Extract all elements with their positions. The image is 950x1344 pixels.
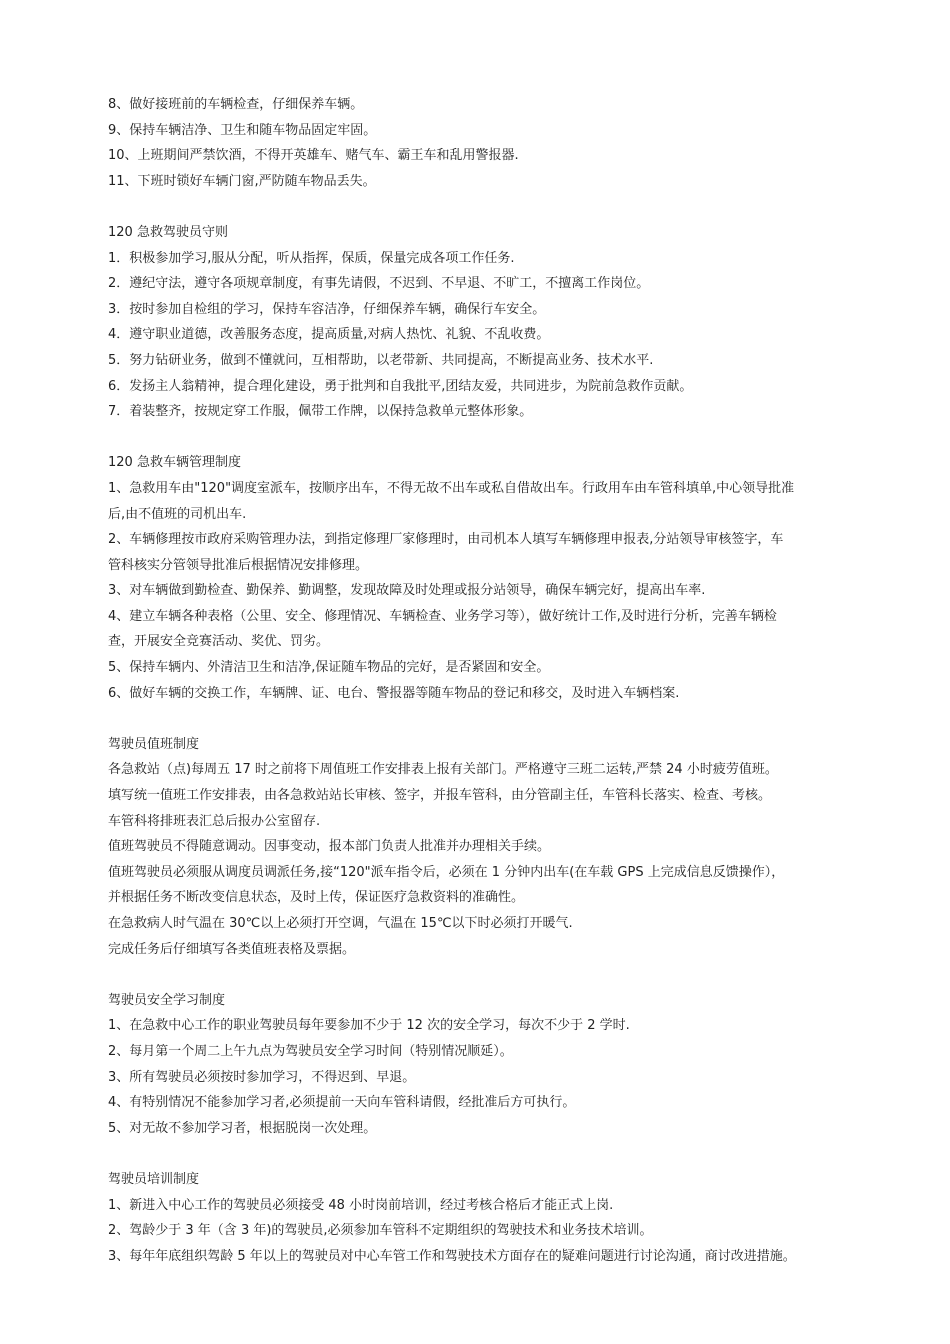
section: [108, 92, 860, 194]
text-line: 各急救站（点)每周五 17 时之前将下周值班工作安排表上报有关部门。严格遵守三班二运转,严禁 24 小时疲劳值班。: [108, 762, 778, 778]
text-line: 2、每月第一个周二上午九点为驾驶员安全学习时间（特别情况顺延）。: [108, 1043, 513, 1059]
text-line: 3、所有驾驶员必须按时参加学习，不得迟到、早退。: [108, 1069, 416, 1085]
section-title: 驾驶员培训制度: [108, 1171, 200, 1187]
text-line: 11、下班时锁好车辆门窗,严防随车物品丢失。: [108, 173, 376, 189]
text-line: 5．努力钻研业务，做到不懂就问，互相帮助，以老带新、共同提高，不断提高业务、技术水平.: [108, 352, 654, 368]
text-line: 1、新进入中心工作的驾驶员必须接受 48 小时岗前培训，经过考核合格后才能正式上岗.: [108, 1197, 614, 1213]
text-line: 10、上班期间严禁饮酒，不得开英雄车、赌气车、霸王车和乱用警报器.: [108, 148, 519, 164]
section: [108, 988, 860, 1142]
section-title: 120 急救车辆管理制度: [108, 455, 241, 471]
text-line: 5、保持车辆内、外清洁卫生和洁净,保证随车物品的完好，是否紧固和安全。: [108, 660, 550, 676]
text-line: 8、做好接班前的车辆检查，仔细保养车辆。: [108, 97, 364, 112]
section-title: 驾驶员安全学习制度: [108, 992, 226, 1008]
section: [108, 450, 860, 706]
text-line: 4、建立车辆各种表格（公里、安全、修理情况、车辆检查、业务学习等），做好统计工作,及时进行分析，完善车辆检: [108, 608, 777, 624]
text-line: 6、做好车辆的交换工作，车辆牌、证、电台、警报器等随车物品的登记和移交，及时进入车辆档案.: [108, 685, 680, 701]
text-line: 9、保持车辆洁净、卫生和随车物品固定牢固。: [108, 122, 377, 138]
text-line: 4、有特别情况不能参加学习者,必须提前一天向车管科请假，经批准后方可执行。: [108, 1095, 576, 1111]
text-line: 3、每年年底组织驾龄 5 年以上的驾驶员对中心车管工作和驾驶技术方面存在的疑难问题进行讨论沟通，商讨改进措施。: [108, 1248, 796, 1264]
text-line: 5、对无故不参加学习者，根据脱岗一次处理。: [108, 1120, 377, 1136]
section: [108, 1167, 860, 1269]
document-page: [108, 92, 860, 1269]
text-line: 3、对车辆做到勤检查、勤保养、勤调整，发现故障及时处理或报分站领导，确保车辆完好，提高出车率.: [108, 583, 706, 599]
text-line: 管科核实分管领导批准后根据情况安排修理。: [108, 557, 369, 573]
text-line: 查，开展安全竞赛活动、奖优、罚劣。: [108, 634, 330, 650]
text-line: 2、驾龄少于 3 年（含 3 年)的驾驶员,必须参加车管科不定期组织的驾驶技术和业务技术培训。: [108, 1223, 653, 1239]
text-line: 3．按时参加自检组的学习，保持车容洁净，仔细保养车辆，确保行车安全。: [108, 301, 546, 317]
text-line: 6．发扬主人翁精神，提合理化建设，勇于批判和自我批平,团结友爱，共同进步，为院前急救作贡献。: [108, 378, 693, 394]
text-line: 1．积极参加学习,服从分配，听从指挥，保质，保量完成各项工作任务.: [108, 250, 515, 266]
section: [108, 732, 860, 962]
section-title: 驾驶员值班制度: [108, 736, 200, 752]
section: [108, 220, 860, 425]
text-line: 值班驾驶员不得随意调动。因事变动，报本部门负责人批准并办理相关手续。: [108, 839, 551, 855]
text-line: 1、急救用车由"120"调度室派车，按顺序出车，不得无故不出车或私自借故出车。行政用车由车管科填单,中心领导批准: [108, 480, 795, 496]
text-line: 车管科将排班表汇总后报办公室留存.: [108, 813, 321, 829]
text-line: 7．着装整齐，按规定穿工作服，佩带工作牌，以保持急救单元整体形象。: [108, 404, 533, 420]
text-line: 完成任务后仔细填写各类值班表格及票据。: [108, 941, 356, 957]
text-line: 2、车辆修理按市政府采购管理办法，到指定修理厂家修理时，由司机本人填写车辆修理申报表,分站领导审核签字，车: [108, 532, 784, 548]
text-line: 在急救病人时气温在 30℃以上必须打开空调，气温在 15℃以下时必须打开暖气.: [108, 916, 573, 931]
text-line: 填写统一值班工作安排表，由各急救站站长审核、签字，并报车管科，由分管副主任，车管科长落实、检查、考核。: [108, 788, 772, 804]
text-line: 值班驾驶员必须服从调度员调派任务,接“120"派车指令后，必须在 1 分钟内出车(在车载 GPS 上完成信息反馈操作），: [108, 864, 785, 880]
text-line: 后,由不值班的司机出车.: [108, 506, 247, 522]
text-line: 1、在急救中心工作的职业驾驶员每年要参加不少于 12 次的安全学习，每次不少于 2 学时.: [108, 1018, 630, 1034]
section-title: 120 急救驾驶员守则: [108, 224, 228, 240]
text-line: 4．遵守职业道德，改善服务态度，提高质量,对病人热忱、礼貌、不乱收费。: [108, 327, 550, 343]
text-line: 并根据任务不断改变信息状态，及时上传，保证医疗急救资料的准确性。: [108, 890, 525, 906]
text-line: 2．遵纪守法，遵守各项规章制度，有事先请假，不迟到、不早退、不旷工，不擅离工作岗位。: [108, 276, 650, 292]
